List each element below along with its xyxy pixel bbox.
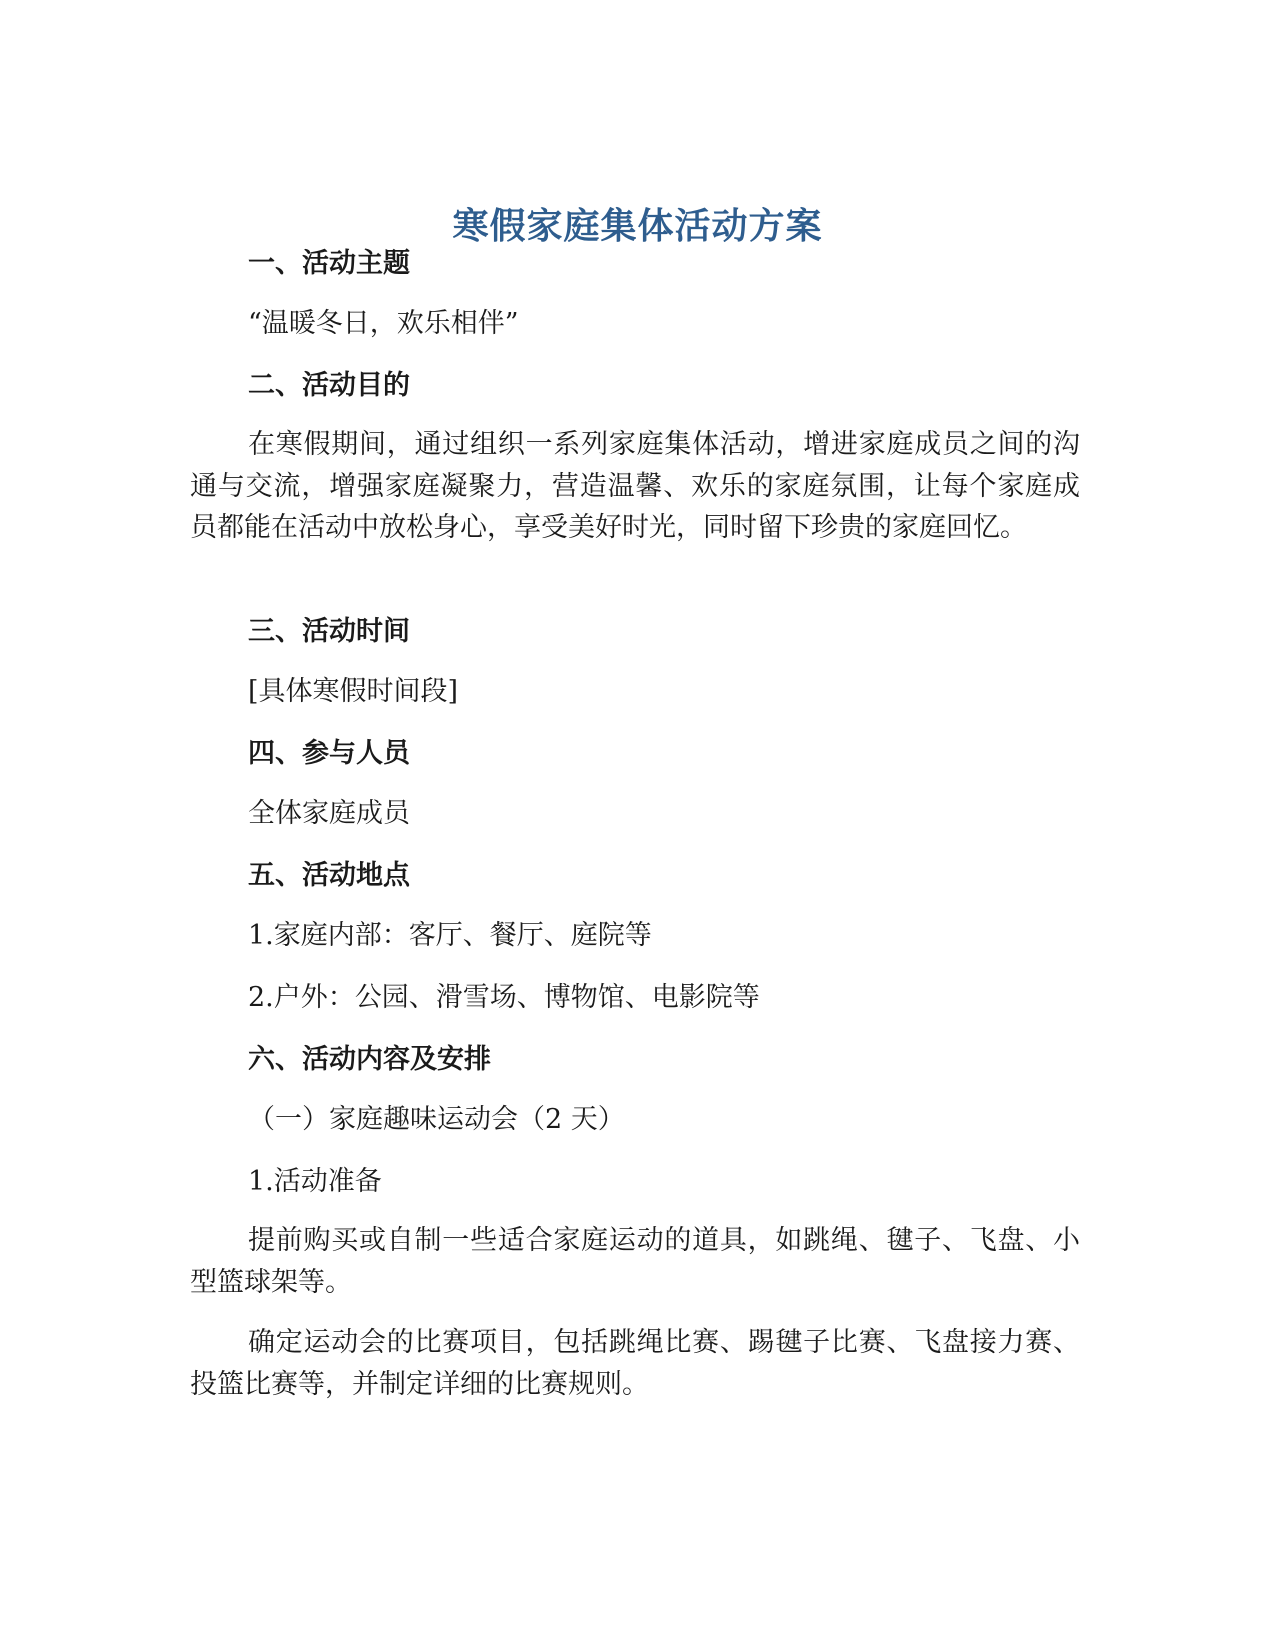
subsection-heading: （一）家庭趣味运动会（2 天）: [248, 1104, 625, 1135]
section-heading-theme: 一、活动主题: [248, 248, 410, 279]
purpose-paragraph: 在寒假期间，通过组织一系列家庭集体活动，增进家庭成员之间的沟通与交流，增强家庭凝聚力，营造温馨、欢乐的家庭氛围，让每个家庭成员都能在活动中放松身心，享受美好时光，同时留下珍贵的家庭回忆。: [190, 429, 1080, 543]
participants-text: 全体家庭成员: [248, 798, 410, 829]
content-paragraph: 提前购买或自制一些适合家庭运动的道具，如跳绳、毽子、飞盘、小型篮球架等。: [190, 1225, 1080, 1298]
location-item: 1.家庭内部：客厅、餐厅、庭院等: [248, 920, 652, 951]
step-heading: 1.活动准备: [248, 1166, 382, 1197]
theme-text: “温暖冬日，欢乐相伴”: [248, 308, 519, 339]
section-heading-location: 五、活动地点: [248, 860, 410, 891]
content-paragraph: 确定运动会的比赛项目，包括跳绳比赛、踢毽子比赛、飞盘接力赛、投篮比赛等，并制定详细的比赛规则。: [190, 1327, 1080, 1400]
document-title: 寒假家庭集体活动方案: [452, 206, 823, 247]
section-heading-time: 三、活动时间: [248, 616, 410, 647]
section-heading-purpose: 二、活动目的: [248, 370, 410, 401]
time-text: [具体寒假时间段]: [248, 676, 459, 707]
section-heading-content: 六、活动内容及安排: [248, 1044, 491, 1075]
location-item: 2.户外：公园、滑雪场、博物馆、电影院等: [248, 982, 760, 1013]
section-heading-participants: 四、参与人员: [248, 738, 410, 769]
